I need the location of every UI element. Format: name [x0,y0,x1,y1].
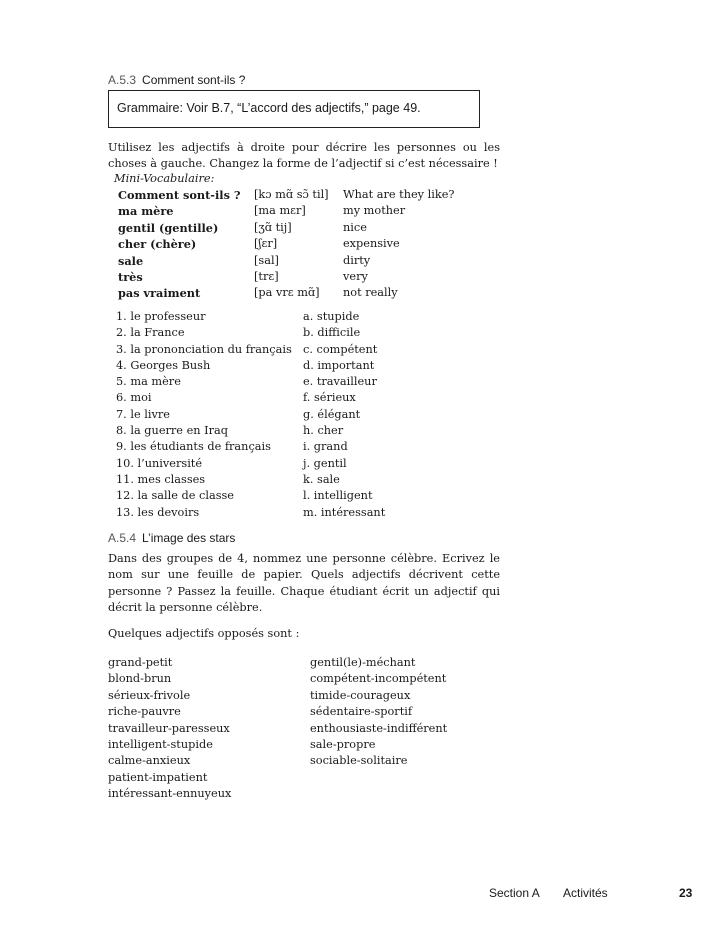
matching-subject: 13. les devoirs [116,505,200,519]
grammar-note-box [108,90,480,128]
vocab-translation: very [343,269,368,283]
section-title: L’image des stars [142,531,236,545]
matching-adjective: e. travailleur [303,375,377,389]
section-number: A.5.4 [108,531,137,545]
grammar-note: Grammaire: Voir B.7, “L’accord des adjectifs,” page 49. [117,101,421,115]
opposite-row [108,754,508,770]
vocab-translation: dirty [343,253,371,267]
opposite-row [108,656,508,672]
vocab-pronunciation: [trɛ] [254,269,279,283]
matching-row [116,391,516,407]
matching-subject: 9. les étudiants de français [116,440,271,454]
matching-adjective: b. difficile [303,326,361,340]
matching-subject: 3. la prononciation du français [116,342,292,356]
opposite-pair: timide-courageux [310,688,411,702]
opposite-pair: enthousiaste-indifférent [310,721,448,735]
opposite-adjectives-list [108,656,508,804]
opposite-pair: travailleur-paresseux [108,721,230,735]
matching-subject: 11. mes classes [116,472,206,486]
vocab-pronunciation: [kɔ mɑ̃ sɔ̃ til] [254,188,329,201]
matching-adjective: g. élégant [303,407,361,421]
opposite-row [108,705,508,721]
opposite-pair: sale-propre [310,737,376,751]
matching-exercise [116,310,516,522]
matching-row [116,359,516,375]
vocab-pronunciation: [sal] [254,253,279,267]
opposite-pair: patient-impatient [108,770,208,784]
section-number: A.5.3 [108,73,137,87]
matching-subject: 5. ma mère [116,375,181,389]
vocab-translation: expensive [343,237,400,251]
opposite-row [108,771,508,787]
matching-adjective: i. grand [303,440,348,454]
section-heading-a54 [108,531,235,545]
matching-adjective: d. important [303,358,375,372]
vocab-row [114,221,514,237]
matching-subject: 1. le professeur [116,310,206,323]
matching-subject: 2. la France [116,326,185,340]
matching-row [116,424,516,440]
matching-adjective: f. sérieux [303,391,356,405]
opposites-intro: Quelques adjectifs opposés sont : [108,627,300,640]
vocab-row [114,286,514,302]
vocab-pronunciation: [ma mɛr] [254,204,306,218]
page-number: 23 [679,886,693,900]
matching-subject: 4. Georges Bush [116,358,211,372]
matching-adjective: m. intéressant [303,505,386,519]
footer-chapter: Activités [563,886,608,900]
opposite-pair: intelligent-stupide [108,737,213,751]
footer-section: Section A [489,886,540,900]
vocab-term: gentil (gentille) [118,220,219,235]
opposite-row [108,738,508,754]
opposite-row [108,689,508,705]
opposite-row [108,787,508,803]
opposite-pair: gentil(le)-méchant [310,656,416,669]
matching-subject: 10. l’université [116,456,203,470]
matching-row [116,310,516,326]
matching-subject: 7. le livre [116,407,170,421]
matching-adjective: j. gentil [303,456,347,470]
matching-row [116,457,516,473]
section-title: Comment sont-ils ? [142,73,246,87]
opposite-pair: sociable-solitaire [310,754,408,768]
opposite-pair: sérieux-frivole [108,688,191,702]
vocab-translation: nice [343,220,367,234]
matching-adjective: l. intelligent [303,489,373,503]
vocab-term: très [118,269,143,284]
matching-row [116,506,516,522]
vocab-pronunciation: [ʃɛr] [254,237,278,251]
matching-row [116,489,516,505]
matching-adjective: a. stupide [303,310,360,323]
vocab-row [114,237,514,253]
mini-vocabulary [114,172,514,303]
instructions-paragraph: Utilisez les adjectifs à droite pour décrire les personnes ou les choses à gauche. Changez la forme de l’adjectif si c’est nécessaire ! [108,141,500,171]
vocab-translation: my mother [343,204,406,218]
matching-row [116,375,516,391]
vocab-row [114,204,514,220]
vocab-translation: not really [343,286,398,300]
matching-subject: 8. la guerre en Iraq [116,424,228,438]
vocab-translation: What are they like? [343,188,455,201]
matching-subject: 12. la salle de classe [116,489,234,503]
matching-adjective: h. cher [303,424,344,438]
stars-paragraph: Dans des groupes de 4, nommez une personne célèbre. Ecrivez le nom sur une feuille de papier. Quels adjectifs décrivent cette personne ? Passez la feuille. Chaque étudiant écrit un adjectif qui décrit la personne célèbre. [108,552,500,615]
section-heading-a53 [108,73,245,87]
vocab-row [114,270,514,286]
matching-row [116,343,516,359]
opposite-row [108,722,508,738]
opposite-pair: intéressant-ennuyeux [108,787,232,801]
vocab-row [114,188,514,204]
opposite-pair: sédentaire-sportif [310,705,413,719]
vocab-term: ma mère [118,204,174,219]
vocab-term: sale [118,253,144,268]
opposite-pair: calme-anxieux [108,754,191,768]
vocab-term: Comment sont-ils ? [118,188,241,202]
matching-row [116,473,516,489]
opposite-pair: grand-petit [108,656,173,669]
opposite-row [108,672,508,688]
vocab-term: cher (chère) [118,237,197,252]
opposite-pair: compétent-incompétent [310,672,447,686]
matching-adjective: c. compétent [303,342,378,356]
matching-adjective: k. sale [303,472,340,486]
opposite-pair: riche-pauvre [108,705,181,719]
vocab-term: pas vraiment [118,286,201,301]
vocab-row [114,254,514,270]
matching-row [116,440,516,456]
vocab-caption: Mini-Vocabulaire: [114,172,215,185]
vocab-pronunciation: [pa vrɛ mɑ̃] [254,286,320,300]
matching-subject: 6. moi [116,391,152,405]
matching-row [116,408,516,424]
vocab-pronunciation: [ʒɑ̃ tij] [254,220,292,234]
matching-row [116,326,516,342]
opposite-pair: blond-brun [108,672,172,686]
